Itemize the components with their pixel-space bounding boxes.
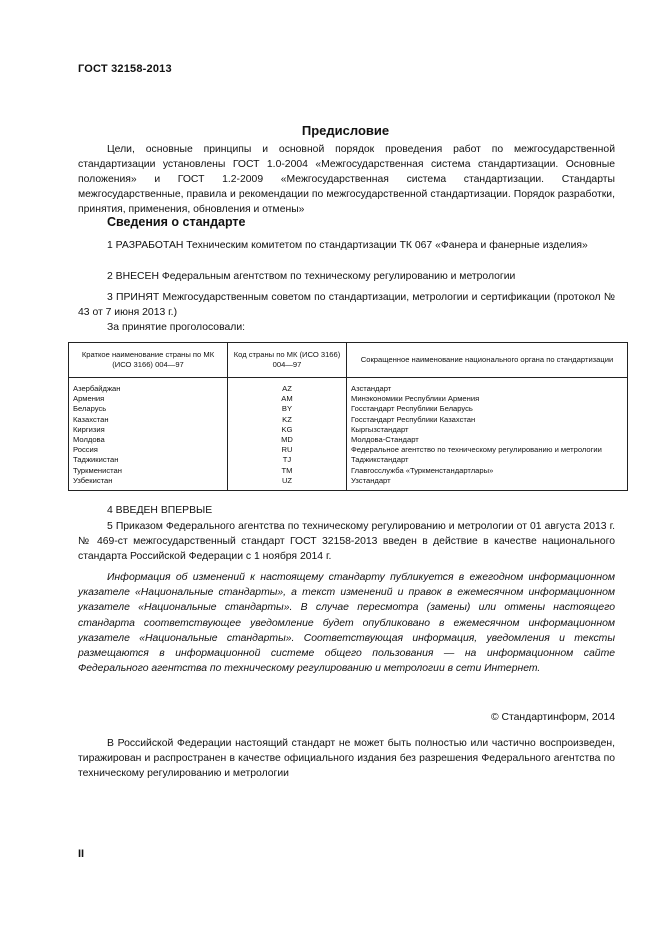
standards-body-cell: Главгосслужба «Туркменстандартлары» xyxy=(347,466,628,476)
code-cell: RU xyxy=(228,445,347,455)
header-country: Краткое наименование страны по МК (ИСО 3166) 004—97 xyxy=(69,343,228,378)
code-cell: AM xyxy=(228,394,347,404)
standards-body-cell: Молдова-Стандарт xyxy=(347,435,628,445)
table-row xyxy=(69,476,628,491)
standards-body-cell: Госстандарт Республики Беларусь xyxy=(347,404,628,414)
table-row xyxy=(69,394,628,404)
standards-body-cell: Азстандарт xyxy=(347,384,628,394)
country-cell: Узбекистан xyxy=(69,476,228,491)
info-item-1: 1 РАЗРАБОТАН Техническим комитетом по стандартизации ТК 067 «Фанера и фанерные изделия» xyxy=(107,240,588,251)
code-cell: UZ xyxy=(228,476,347,491)
table-row xyxy=(69,445,628,455)
country-cell: Беларусь xyxy=(69,404,228,414)
country-cell: Киргизия xyxy=(69,425,228,435)
standards-body-cell: Кыргызстандарт xyxy=(347,425,628,435)
country-cell: Азербайджан xyxy=(69,384,228,394)
info-item-2: 2 ВНЕСЕН Федеральным агентством по техническому регулированию и метрологии xyxy=(107,271,516,282)
notice-text: Информация об изменений к настоящему стандарту публикуется в ежегодном информационном указателе «Национальные стандарты», а текст изменений и правок в ежемесячном информационном указателе «Национальные стандарты». В случае пересмотра (замены) или отмены настоящего стандарта соответствующее уведомление будет опубликовано в ежемесячном информационном указателе «Национальные стандарты». Соответствующая информация, уведомления и тексты размещаются в информационной системе общего пользования — на информационном сайте Федерального агентства по техническому регулированию и метрологии в сети Интернет. xyxy=(78,572,615,675)
preface-title: Предисловие xyxy=(301,123,390,138)
table-row xyxy=(69,415,628,425)
header-body: Сокращенное наименование национального органа по стандартизации xyxy=(347,343,628,378)
page-number: II xyxy=(78,848,85,860)
standards-body-cell: Федеральное агентство по техническому регулированию и метрологии xyxy=(347,445,628,455)
table-row xyxy=(69,455,628,465)
country-cell: Армения xyxy=(69,394,228,404)
table-row xyxy=(69,425,628,435)
code-cell: BY xyxy=(228,404,347,414)
code-cell: MD xyxy=(228,435,347,445)
info-heading: Сведения о стандарте xyxy=(107,215,246,229)
standard-code-header: ГОСТ 32158-2013 xyxy=(78,63,172,75)
table-row xyxy=(69,435,628,445)
table-body xyxy=(69,378,628,491)
country-cell: Туркменистан xyxy=(69,466,228,476)
voted-label: За принятие проголосовали: xyxy=(107,322,246,333)
standards-body-cell: Таджикстандарт xyxy=(347,455,628,465)
code-cell: TJ xyxy=(228,455,347,465)
voting-table xyxy=(68,342,628,491)
standards-body-cell: Минэкономики Республики Армения xyxy=(347,394,628,404)
standards-body-cell: Узстандарт xyxy=(347,476,628,491)
table-row xyxy=(69,384,628,394)
rights-notice: В Российской Федерации настоящий стандарт не может быть полностью или частично воспроизведен, тиражирован и распространен в качестве официального издания без разрешения Федерального агентства по техническому регулированию и метрологии xyxy=(78,738,615,779)
info-item-5: 5 Приказом Федерального агентства по техническому регулированию и метрологии от 01 августа 2013 г. № 469-ст межгосударственный стандарт ГОСТ 32158-2013 введен в действие в качестве национального стандарта Российской Федерации с 1 ноября 2014 г. xyxy=(78,521,615,562)
copyright: © Стандартинформ, 2014 xyxy=(490,712,615,723)
country-cell: Россия xyxy=(69,445,228,455)
table-header-row xyxy=(69,343,628,378)
standards-body-cell: Госстандарт Республики Казахстан xyxy=(347,415,628,425)
table-row xyxy=(69,404,628,414)
info-item-4: 4 ВВЕДЕН ВПЕРВЫЕ xyxy=(107,505,213,516)
country-cell: Таджикистан xyxy=(69,455,228,465)
code-cell: KZ xyxy=(228,415,347,425)
code-cell: KG xyxy=(228,425,347,435)
country-cell: Молдова xyxy=(69,435,228,445)
code-cell: TM xyxy=(228,466,347,476)
code-cell: AZ xyxy=(228,384,347,394)
info-item-3: 3 ПРИНЯТ Межгосударственным советом по стандартизации, метрологии и сертификации (протокол № 43 от 7 июня 2013 г.) xyxy=(78,292,615,318)
preface-intro: Цели, основные принципы и основной порядок проведения работ по межгосударственной стандартизации установлены ГОСТ 1.0-2004 «Межгосударственная система стандартизации. Основные положения» и ГОСТ 1.2-2009 «Межгосударственная система стандартизации. Стандарты межгосударственные, правила и рекомендации по межгосударственной стандартизации. Порядок разработки, принятия, применения, обновления и отмены» xyxy=(78,144,615,215)
country-cell: Казахстан xyxy=(69,415,228,425)
table-row xyxy=(69,466,628,476)
header-code: Код страны по МК (ИСО 3166) 004—97 xyxy=(228,343,347,378)
